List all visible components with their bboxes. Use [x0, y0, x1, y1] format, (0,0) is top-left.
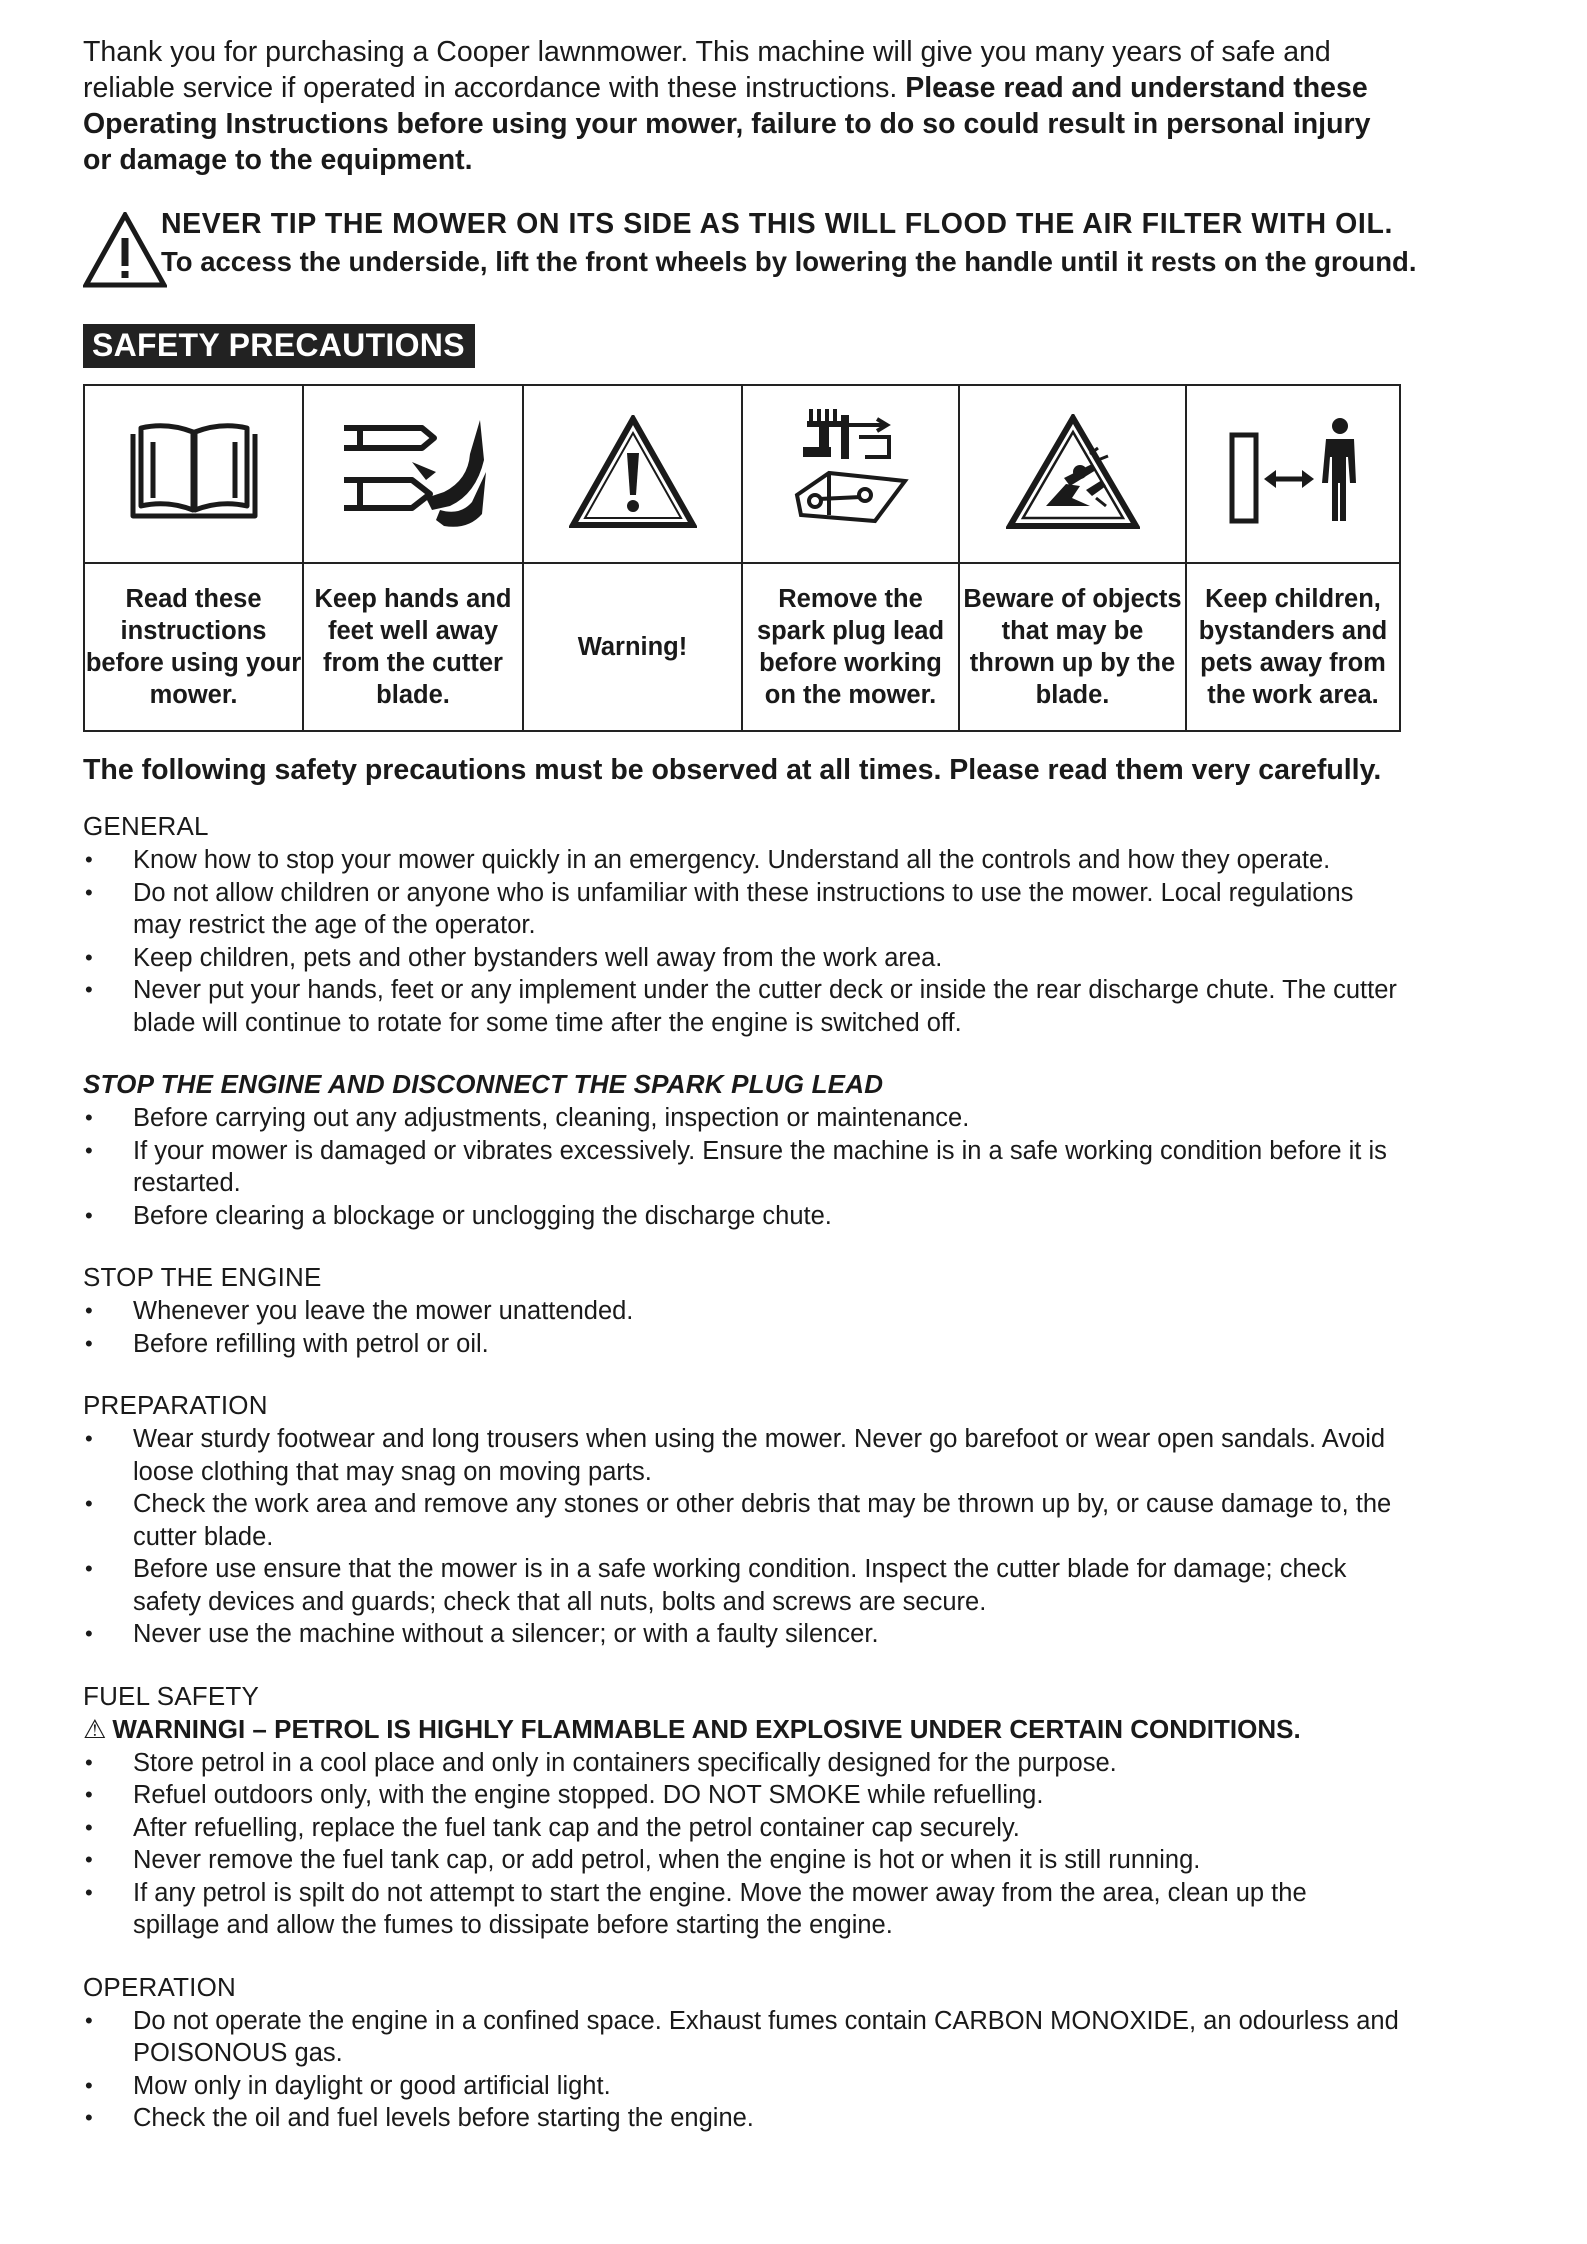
list-item: • Keep children, pets and other bystanders well away from the work area.: [83, 942, 1399, 975]
intro-normal-text: Thank you for purchasing a Cooper lawnmower. This machine will give you many years of safe and reliable service if operated in accordance with these instructions.: [83, 36, 1331, 104]
symbol-caption: Beware of objects that may be thrown up by the blade.: [959, 563, 1186, 731]
list-item: • Do not operate the engine in a confined space. Exhaust fumes contain CARBON MONOXIDE, an odourless and POISONOUS gas.: [83, 2005, 1399, 2070]
list-item: • Store petrol in a cool place and only in containers specifically designed for the purpose.: [83, 1747, 1399, 1780]
symbol-caption: Read these instructions before using your mower.: [84, 563, 303, 731]
list-item: • Do not allow children or anyone who is unfamiliar with these instructions to use the mower. Local regulations may restrict the age of the operator.: [83, 877, 1399, 942]
warning-triangle-icon: [83, 212, 167, 288]
general-list: [83, 844, 1399, 1039]
intro-bold-text: Please read and understand these Operating Instructions before using your mower, failure to do so could result in personal injury or damage to the equipment.: [83, 72, 1371, 176]
warning-triangle-icon: ⚠: [83, 1713, 107, 1744]
spark-plug-manual-icon: [789, 407, 913, 537]
open-book-icon: [127, 420, 261, 524]
precautions-lead: The following safety precautions must be observed at all times. Please read them very carefully.: [83, 754, 1382, 786]
fuel-warning: [83, 1714, 1399, 1745]
symbol-caption: Remove the spark plug lead before working on the mower.: [742, 563, 959, 731]
symbol-cell: [84, 385, 303, 563]
symbol-cell: [959, 385, 1186, 563]
stop-disconnect-list: [83, 1102, 1399, 1232]
safety-symbols-table: [83, 384, 1401, 732]
symbol-caption: Keep children, bystanders and pets away from the work area.: [1186, 563, 1400, 731]
symbol-cell: [742, 385, 959, 563]
list-item: • After refuelling, replace the fuel tank cap and the petrol container cap securely.: [83, 1812, 1399, 1845]
list-item: • Check the oil and fuel levels before starting the engine.: [83, 2102, 1399, 2135]
symbol-caption: Warning!: [523, 563, 742, 731]
list-item: • Before use ensure that the mower is in a safe working condition. Inspect the cutter blade for damage; check safety devices and guards; check that all nuts, bolts and screws are secure.: [83, 1553, 1399, 1618]
section-title-stop-engine: STOP THE ENGINE: [83, 1262, 322, 1292]
list-item: • Mow only in daylight or good artificial light.: [83, 2070, 1399, 2103]
list-item: • Before refilling with petrol or oil.: [83, 1328, 1399, 1361]
list-item: • Wear sturdy footwear and long trousers when using the mower. Never go barefoot or wear open sandals. Avoid loose clothing that may snag on moving parts.: [83, 1423, 1399, 1488]
list-item: • Whenever you leave the mower unattended.: [83, 1295, 1399, 1328]
safety-precautions-heading: SAFETY PRECAUTIONS: [83, 324, 475, 368]
tip-warning-line1: NEVER TIP THE MOWER ON ITS SIDE AS THIS WILL FLOOD THE AIR FILTER WITH OIL.: [161, 208, 1393, 240]
list-item: • If your mower is damaged or vibrates excessively. Ensure the machine is in a safe working condition before it is restarted.: [83, 1135, 1399, 1200]
section-title-general: GENERAL: [83, 811, 209, 841]
symbol-cell: [303, 385, 523, 563]
fuel-list: [83, 1747, 1399, 1942]
list-item: • Before clearing a blockage or unclogging the discharge chute.: [83, 1200, 1399, 1233]
hands-feet-blade-icon: [340, 414, 486, 530]
symbol-cell: [1186, 385, 1400, 563]
preparation-list: [83, 1423, 1399, 1651]
section-title-stop-disconnect: STOP THE ENGINE AND DISCONNECT THE SPARK PLUG LEAD: [83, 1069, 884, 1099]
intro-paragraph: [83, 34, 1399, 178]
symbol-caption: Keep hands and feet well away from the cutter blade.: [303, 563, 523, 731]
manual-page: [83, 34, 1417, 2135]
list-item: • Refuel outdoors only, with the engine stopped. DO NOT SMOKE while refuelling.: [83, 1779, 1399, 1812]
section-title-fuel: FUEL SAFETY: [83, 1680, 260, 1711]
stop-engine-list: [83, 1295, 1399, 1360]
fuel-warning-text: WARNINGI – PETROL IS HIGHLY FLAMMABLE AND EXPLOSIVE UNDER CERTAIN CONDITIONS.: [112, 1713, 1301, 1744]
list-item: • Never remove the fuel tank cap, or add petrol, when the engine is hot or when it is still running.: [83, 1844, 1399, 1877]
list-item: • Never put your hands, feet or any implement under the cutter deck or inside the rear discharge chute. The cutter blade will continue to rotate for some time after the engine is switched off.: [83, 974, 1399, 1039]
list-item: • Check the work area and remove any stones or other debris that may be thrown up by, or cause damage to, the cutter blade.: [83, 1488, 1399, 1553]
tip-warning-line2: To access the underside, lift the front wheels by lowering the handle until it rests on the ground.: [161, 246, 1417, 277]
bystander-distance-icon: [1218, 417, 1368, 527]
section-title-operation: OPERATION: [83, 1971, 237, 2002]
operation-list: [83, 2005, 1399, 2135]
symbol-cell: [523, 385, 742, 563]
list-item: • If any petrol is spilt do not attempt to start the engine. Move the mower away from the area, clean up the spillage and allow the fumes to dissipate before starting the engine.: [83, 1877, 1399, 1942]
list-item: • Know how to stop your mower quickly in an emergency. Understand all the controls and how they operate.: [83, 844, 1399, 877]
list-item: • Before carrying out any adjustments, cleaning, inspection or maintenance.: [83, 1102, 1399, 1135]
section-title-preparation: PREPARATION: [83, 1390, 268, 1420]
thrown-objects-icon: [1006, 414, 1140, 530]
list-item: • Never use the machine without a silencer; or with a faulty silencer.: [83, 1618, 1399, 1651]
warning-triangle-icon: [569, 415, 697, 529]
tip-warning-note: [83, 208, 1417, 292]
